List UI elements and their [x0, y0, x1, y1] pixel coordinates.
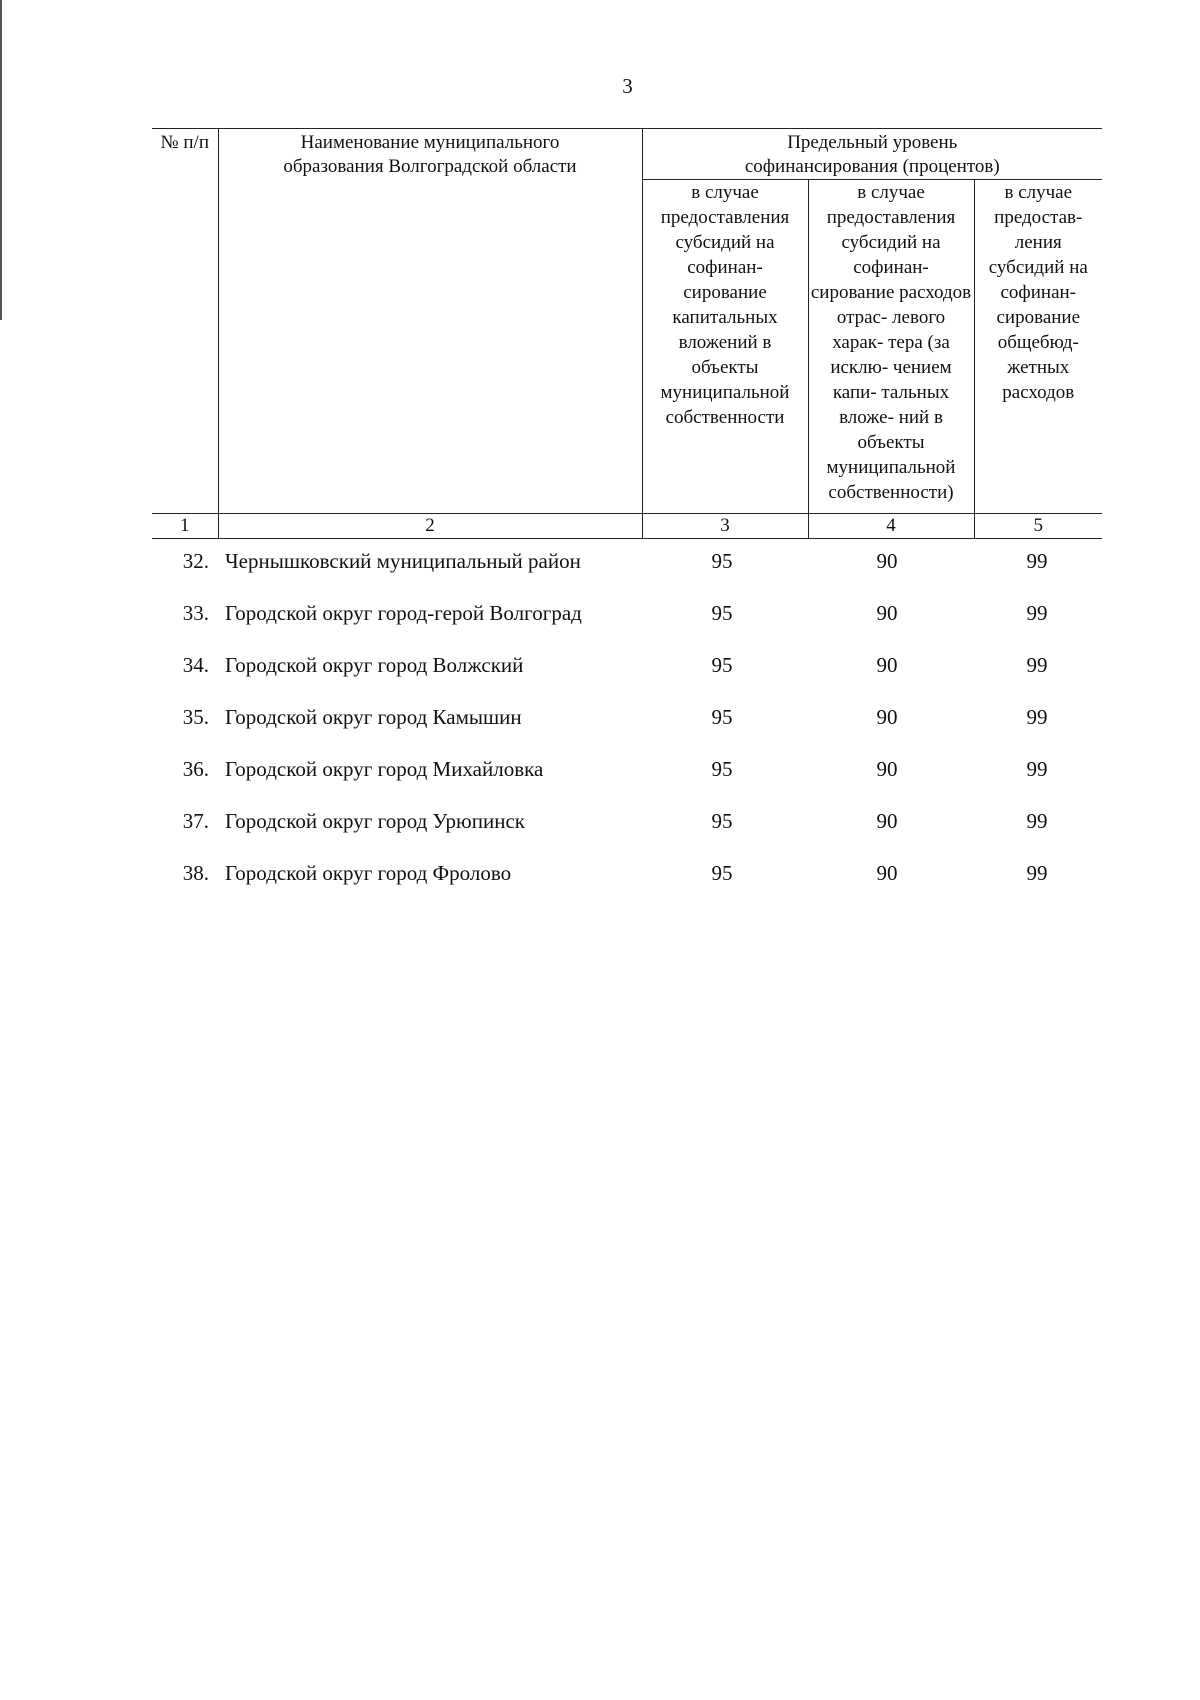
row-number: 32. [182, 549, 209, 573]
table-body [152, 548, 1102, 912]
index-row [152, 514, 1102, 539]
row-number: 34. [182, 653, 209, 677]
header-col5: в случае предостав- ления субсидий на софинан- сирование общебюд- жетных расходов [974, 180, 1102, 514]
municipality-name: Городской округ город-герой Волгоград [225, 601, 582, 625]
header-group-title: Предельный уровень софинансирования (процентов) [642, 129, 1102, 180]
row-number: 38. [182, 861, 209, 885]
cofinancing-table-header [152, 128, 1102, 539]
table-row [152, 548, 1102, 600]
row-number: 35. [182, 705, 209, 729]
municipality-name: Городской округ город Фролово [225, 861, 512, 885]
municipality-name: Городской округ город Урюпинск [225, 809, 525, 833]
municipality-name: Городской округ город Камышин [225, 705, 522, 729]
header-col-num: № п/п [152, 129, 218, 514]
general-budget-rate: 99 [1026, 653, 1048, 677]
sectoral-expense-rate: 90 [876, 861, 898, 885]
row-number: 37. [182, 809, 209, 833]
table-row [152, 756, 1102, 808]
index-cell-3: 3 [642, 514, 808, 539]
row-number: 33. [182, 601, 209, 625]
sectoral-expense-rate: 90 [876, 653, 898, 677]
header-col3: в случае предоставления субсидий на софинан- сирование капитальных вложений в объекты муниципальной собственности [642, 180, 808, 514]
scan-edge-mark [0, 0, 2, 320]
capital-investment-rate: 95 [711, 705, 733, 729]
sectoral-expense-rate: 90 [876, 705, 898, 729]
municipality-name: Городской округ город Волжский [225, 653, 524, 677]
sectoral-expense-rate: 90 [876, 601, 898, 625]
sectoral-expense-rate: 90 [876, 757, 898, 781]
index-cell-5: 5 [974, 514, 1102, 539]
general-budget-rate: 99 [1026, 705, 1048, 729]
general-budget-rate: 99 [1026, 601, 1048, 625]
municipality-name: Чернышковский муниципальный район [225, 549, 581, 573]
capital-investment-rate: 95 [711, 757, 733, 781]
sectoral-expense-rate: 90 [876, 549, 898, 573]
general-budget-rate: 99 [1026, 549, 1048, 573]
row-number: 36. [182, 757, 209, 781]
capital-investment-rate: 95 [711, 861, 733, 885]
table-row [152, 600, 1102, 652]
page-number: 3 [622, 74, 633, 98]
table-row [152, 808, 1102, 860]
index-cell-1: 1 [152, 514, 218, 539]
index-cell-2: 2 [218, 514, 642, 539]
general-budget-rate: 99 [1026, 861, 1048, 885]
general-budget-rate: 99 [1026, 757, 1048, 781]
sectoral-expense-rate: 90 [876, 809, 898, 833]
capital-investment-rate: 95 [711, 601, 733, 625]
table-row [152, 652, 1102, 704]
capital-investment-rate: 95 [711, 549, 733, 573]
general-budget-rate: 99 [1026, 809, 1048, 833]
header-col4: в случае предоставления субсидий на софинан- сирование расходов отрас- левого харак- тера (за исклю- чением капи- тальных вложе- ний в объекты муниципальной собственности) [808, 180, 974, 514]
index-cell-4: 4 [808, 514, 974, 539]
municipality-name: Городской округ город Михайловка [225, 757, 544, 781]
table-row [152, 704, 1102, 756]
header-col-name: Наименование муниципального образования Волгоградской области [218, 129, 642, 514]
capital-investment-rate: 95 [711, 653, 733, 677]
capital-investment-rate: 95 [711, 809, 733, 833]
header-table [152, 128, 1102, 539]
table-row [152, 860, 1102, 912]
